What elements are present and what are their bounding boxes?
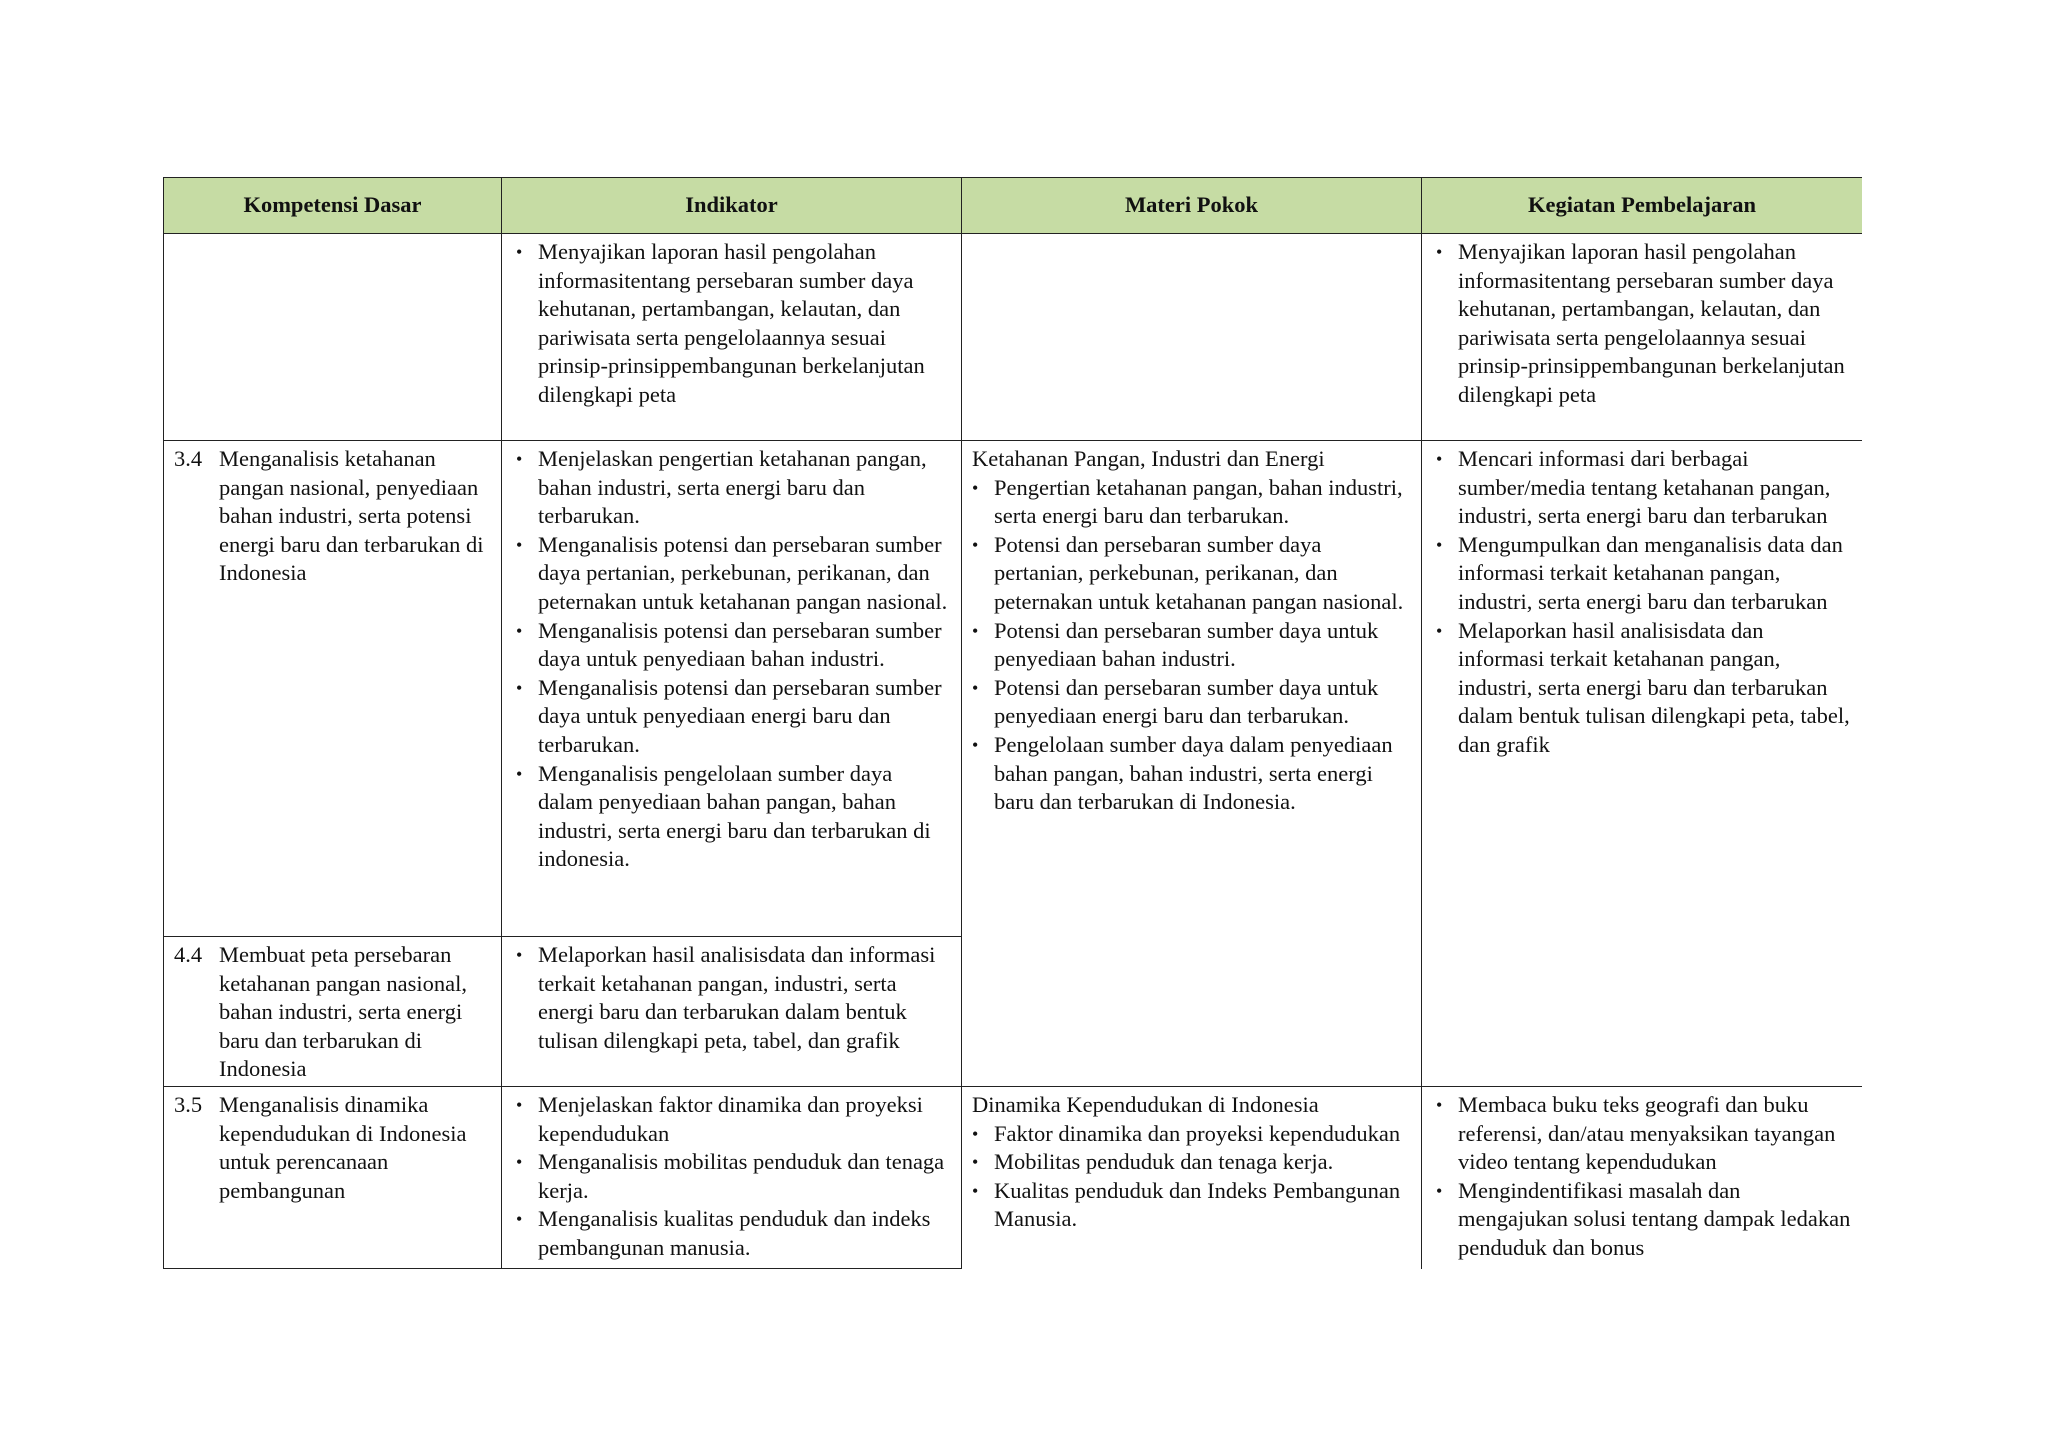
indikator-cell [502,234,962,441]
bullet-icon: • [972,1123,979,1144]
kd-text: Membuat peta persebaran ketahanan pangan nasional, bahan industri, serta energi baru dan terbarukan di Indonesia [219,942,468,1082]
kegiatan-cell [1422,1087,1863,1269]
kegiatan-cell [1422,234,1863,441]
indikator-cell [502,937,962,1087]
kd-number: 3.5 [174,1092,203,1117]
list-item: • Pengertian ketahanan pangan, bahan industri, serta energi baru dan terbarukan. [972,474,1411,531]
bullet-icon: • [972,1180,979,1201]
kd-text: Menganalisis dinamika kependudukan di Indonesia untuk perencanaan pembangunan [219,1092,467,1203]
syllabus-table [163,177,1862,1269]
kd-text: Menganalisis ketahanan pangan nasional, penyediaan bahan industri, serta potensi energi baru dan terbarukan di Indonesia [219,446,484,586]
bullet-icon: • [972,477,979,498]
curriculum-table-page [163,177,1862,1277]
kd-cell [164,1087,502,1269]
table-row [164,234,1863,441]
bullet-icon: • [972,1152,979,1173]
kompetensi-item [174,445,491,588]
table-row [164,441,1863,937]
kompetensi-item [174,1091,491,1205]
list-item: • Menganalisis potensi dan persebaran sumber daya pertanian, perkebunan, perikanan, dan peternakan untuk ketahanan pangan nasional. [516,531,951,617]
list-item: • Mencari informasi dari berbagai sumber/media tentang ketahanan pangan, industri, serta energi baru dan terbarukan [1436,445,1852,531]
list-item: • Menjelaskan pengertian ketahanan pangan, bahan industri, serta energi baru dan terbarukan. [516,445,951,531]
list-item: • Menyajikan laporan hasil pengolahan informasitentang persebaran sumber daya kehutanan, pertambangan, kelautan, dan pariwisata serta pengelolaannya sesuai prinsip-prinsippembangunan berkelanjutan dilengkapi peta [516,238,951,410]
bullet-icon: • [516,1152,523,1173]
bullet-icon: • [972,677,979,698]
kd-number: 3.4 [174,446,203,471]
bullet-icon: • [972,734,979,755]
materi-cell [962,1087,1422,1269]
bullet-icon: • [972,534,979,555]
header-indikator: Indikator [502,178,962,234]
materi-cell [962,234,1422,441]
list-item: • Menganalisis potensi dan persebaran sumber daya untuk penyediaan bahan industri. [516,617,951,674]
header-kegiatan-pembelajaran: Kegiatan Pembelajaran [1422,178,1863,234]
bullet-icon: • [1436,620,1443,641]
bullet-icon: • [516,1209,523,1230]
materi-title: Dinamika Kependudukan di Indonesia [972,1092,1319,1117]
materi-cell [962,441,1422,1087]
list-item: • Potensi dan persebaran sumber daya untuk penyediaan bahan industri. [972,617,1411,674]
list-item: • Menjelaskan faktor dinamika dan proyeksi kependudukan [516,1091,951,1148]
list-item: • Faktor dinamika dan proyeksi kependudukan [972,1120,1411,1149]
bullet-icon: • [516,945,523,965]
list-item: • Menganalisis mobilitas penduduk dan tenaga kerja. [516,1148,951,1205]
bullet-icon: • [972,620,979,641]
list-item: • Menganalisis potensi dan persebaran sumber daya untuk penyediaan energi baru dan terbarukan. [516,674,951,760]
bullet-icon: • [516,677,523,698]
list-item: • Pengelolaan sumber daya dalam penyediaan bahan pangan, bahan industri, serta energi baru dan terbarukan di Indonesia. [972,731,1411,817]
bullet-icon: • [516,534,523,555]
indikator-cell [502,441,962,937]
list-item: • Melaporkan hasil analisisdata dan informasi terkait ketahanan pangan, industri, serta energi baru dan terbarukan dalam bentuk tulisan dilengkapi peta, tabel, dan grafik [1436,617,1852,760]
table-row [164,1087,1863,1269]
kompetensi-item [174,941,491,1084]
list-item: • Menyajikan laporan hasil pengolahan informasitentang persebaran sumber daya kehutanan, pertambangan, kelautan, dan pariwisata serta pengelolaannya sesuai prinsip-prinsippembangunan berkelanjutan dilengkapi peta [1436,238,1852,410]
bullet-icon: • [516,1095,523,1115]
kegiatan-cell [1422,441,1863,1087]
list-item: • Mengumpulkan dan menganalisis data dan informasi terkait ketahanan pangan, industri, serta energi baru dan terbarukan [1436,531,1852,617]
list-item: • Mengindentifikasi masalah dan mengajukan solusi tentang dampak ledakan penduduk dan bonus [1436,1177,1852,1263]
kd-cell [164,937,502,1087]
list-item: • Menganalisis kualitas penduduk dan indeks pembangunan manusia. [516,1205,951,1262]
materi-title: Ketahanan Pangan, Industri dan Energi [972,446,1325,471]
bullet-icon: • [1436,242,1443,262]
list-item: • Potensi dan persebaran sumber daya pertanian, perkebunan, perikanan, dan peternakan untuk ketahanan pangan nasional. [972,531,1411,617]
bullet-icon: • [516,242,523,262]
list-item: • Mobilitas penduduk dan tenaga kerja. [972,1148,1411,1177]
bullet-icon: • [1436,449,1443,469]
list-item: • Potensi dan persebaran sumber daya untuk penyediaan energi baru dan terbarukan. [972,674,1411,731]
kd-cell [164,441,502,937]
header-materi-pokok: Materi Pokok [962,178,1422,234]
bullet-icon: • [516,620,523,641]
bullet-icon: • [516,449,523,469]
kd-cell [164,234,502,441]
indikator-cell [502,1087,962,1269]
kd-number: 4.4 [174,942,203,967]
bullet-icon: • [1436,1180,1443,1201]
bullet-icon: • [1436,1095,1443,1115]
list-item: • Menganalisis pengelolaan sumber daya dalam penyediaan bahan pangan, bahan industri, serta energi baru dan terbarukan di indonesia. [516,760,951,874]
list-item: • Membaca buku teks geografi dan buku referensi, dan/atau menyaksikan tayangan video tentang kependudukan [1436,1091,1852,1177]
bullet-icon: • [516,763,523,784]
list-item: • Melaporkan hasil analisisdata dan informasi terkait ketahanan pangan, industri, serta energi baru dan terbarukan dalam bentuk tulisan dilengkapi peta, tabel, dan grafik [516,941,951,1055]
header-row [164,178,1863,234]
header-kompetensi-dasar: Kompetensi Dasar [164,178,502,234]
bullet-icon: • [1436,534,1443,555]
list-item: • Kualitas penduduk dan Indeks Pembangunan Manusia. [972,1177,1411,1234]
